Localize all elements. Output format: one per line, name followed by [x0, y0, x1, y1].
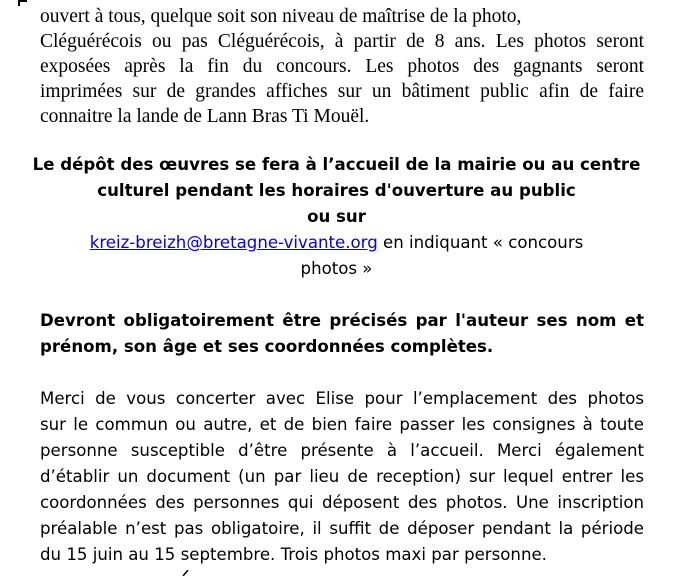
cut-glyph-fragment-bottom: [182, 570, 190, 576]
text-line: exposées après la fin du concours. Les photos des gagnants seront: [40, 56, 644, 77]
text-line: coordonnées des personnes qui déposent des photos. Une inscription: [40, 493, 644, 512]
cut-glyph-fragment-top: [18, 0, 30, 6]
text-line: Merci de vous concerter avec Elise pour l’emplacement des photos: [40, 389, 644, 408]
text-line: d’établir un document (un par lieu de reception) sur lequel entrer les: [40, 467, 644, 486]
text-line: connaitre la lande de Lann Bras Ti Mouël.: [40, 106, 370, 127]
text-line: ouvert à tous, quelque soit son niveau de maîtrise de la photo,: [40, 6, 522, 27]
text-line: personne susceptible d’être présente à l’accueil. Merci également: [40, 441, 644, 460]
text-line: préalable n’est pas obligatoire, il suffit de déposer pendant la période: [40, 519, 644, 538]
text-line: prénom, son âge et ses coordonnées complètes.: [40, 337, 494, 356]
text-line: sur le commun ou autre, et de bien faire passer les consignes à toute: [40, 415, 644, 434]
text-line: Devront obligatoirement être précisés par l'auteur ses nom et: [40, 311, 644, 330]
email-link[interactable]: kreiz-breizh@bretagne-vivante.org: [89, 233, 378, 252]
email-line-text: en indiquant « concours: [377, 233, 584, 252]
submission-or: ou sur: [307, 207, 366, 226]
submission-line: Le dépôt des œuvres se fera à l’accueil de la mairie ou au centre: [32, 155, 641, 174]
text-line: Cléguérécois ou pas Cléguérécois, à partir de 8 ans. Les photos seront: [40, 31, 644, 52]
submission-line: culturel pendant les horaires d'ouverture au public: [97, 181, 576, 200]
text-line: du 15 juin au 15 septembre. Trois photos maxi par personne.: [40, 545, 547, 564]
submission-email-line: [0, 233, 673, 252]
submission-line: photos »: [300, 259, 373, 278]
text-line: imprimées sur de grandes affiches sur un bâtiment public afin de faire: [40, 81, 644, 102]
